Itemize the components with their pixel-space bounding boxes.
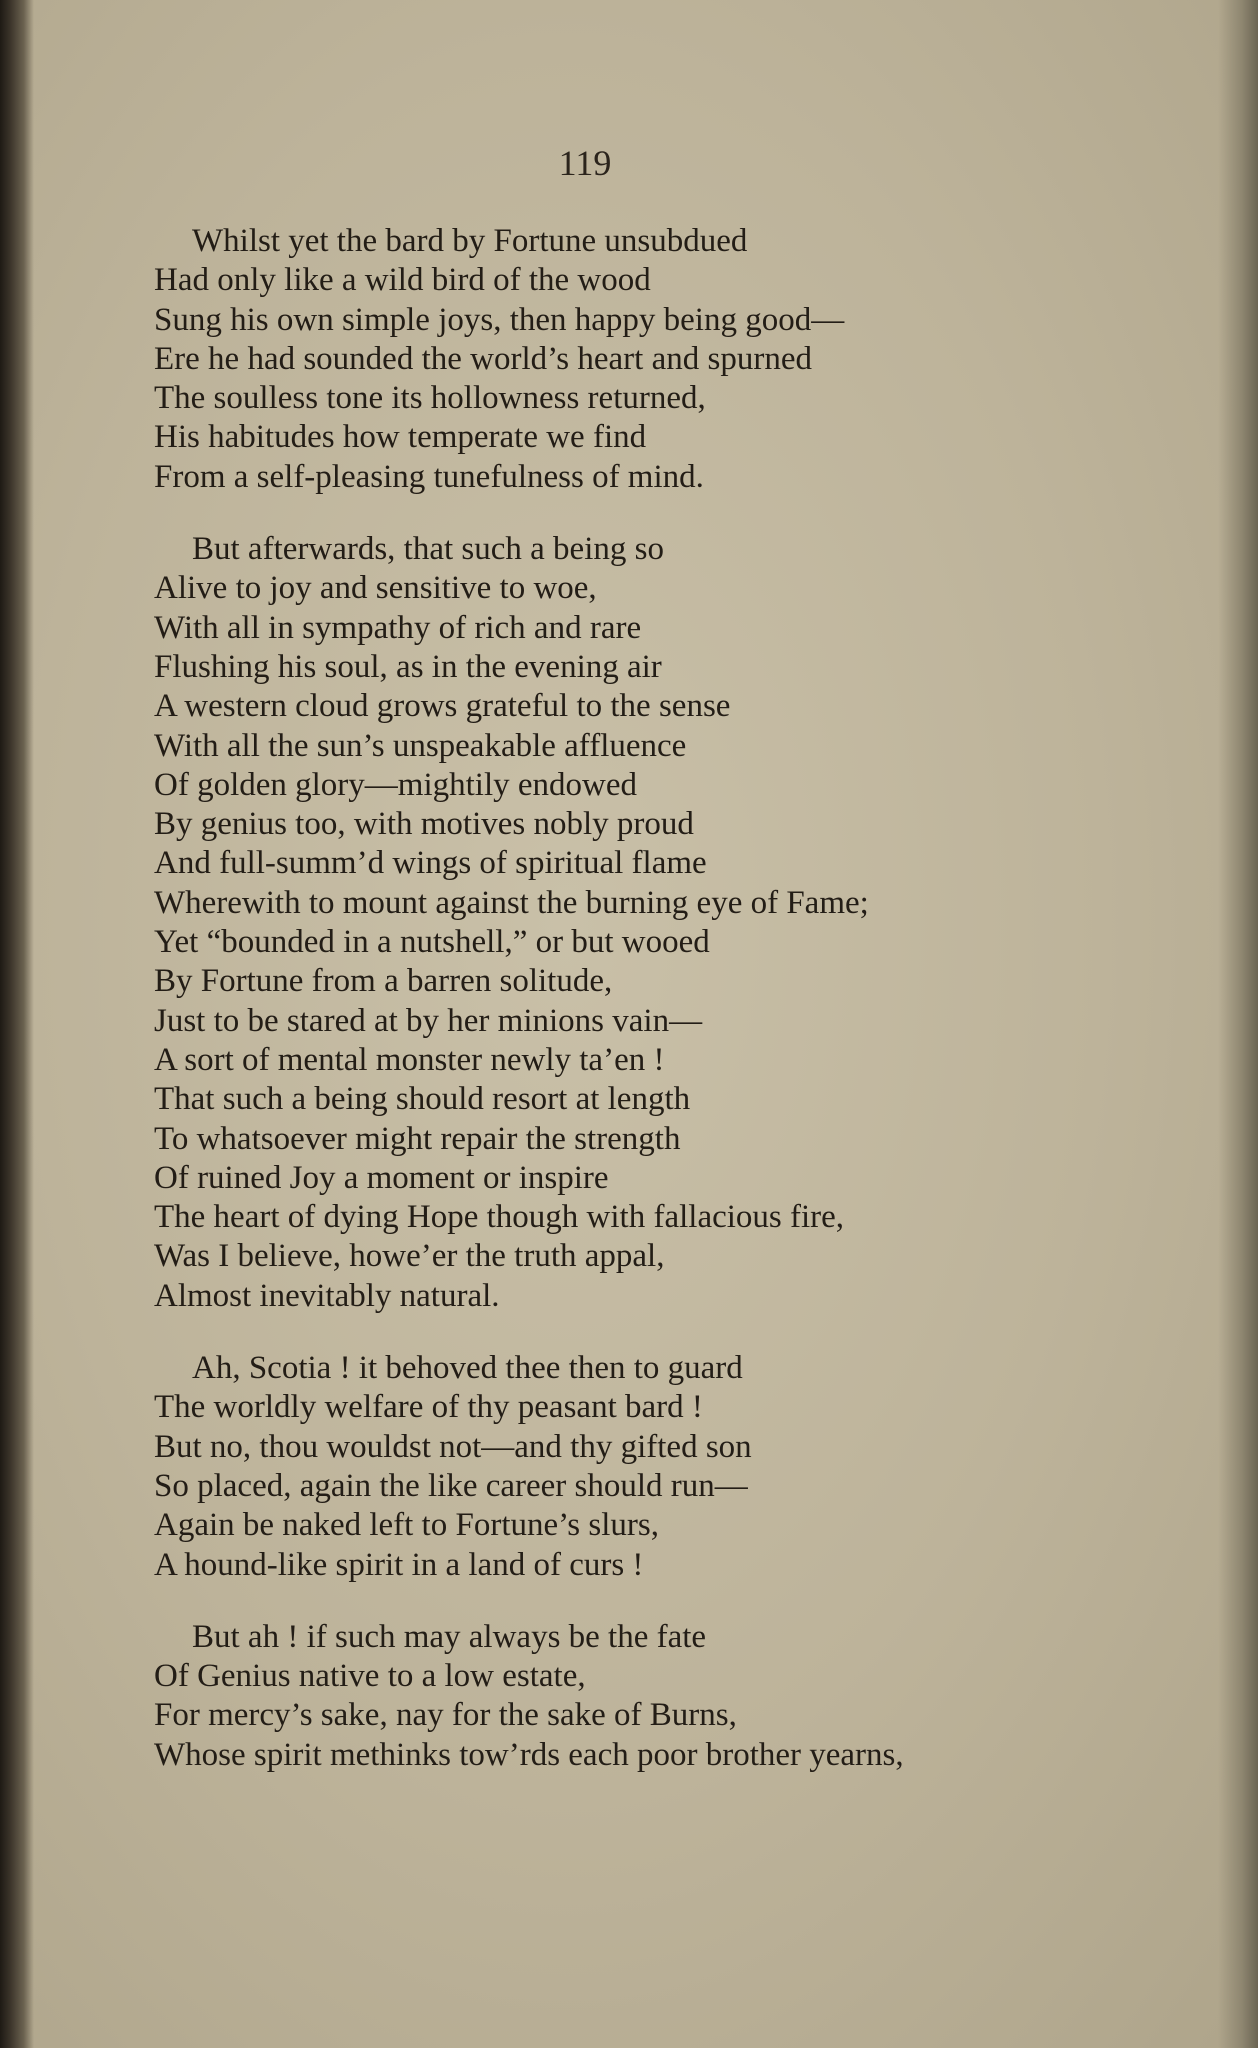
poem-line: Whose spirit methinks tow’rds each poor brother yearns, [154,1736,904,1773]
poem-line: For mercy’s sake, nay for the sake of Burns, [154,1697,737,1734]
poem-line: And full-summ’d wings of spiritual flame [154,845,707,882]
poem-line: By genius too, with motives nobly proud [154,806,694,843]
poem-line: With all in sympathy of rich and rare [154,609,642,646]
poem-line: Ah, Scotia ! it behoved thee then to guard [192,1350,743,1387]
poem-line: Had only like a wild bird of the wood [154,262,651,299]
stanza [154,1349,1154,1585]
poem-text [154,222,1154,1808]
poem-line: But afterwards, that such a being so [192,531,664,568]
poem-line: The worldly welfare of thy peasant bard ! [154,1389,703,1426]
stanza [154,222,1154,497]
poem-line: The soulless tone its hollowness returned, [154,380,706,417]
page-number: 119 [558,143,612,183]
poem-line: Of golden glory—mightily endowed [154,766,638,803]
poem-line: Of ruined Joy a moment or inspire [154,1159,609,1196]
poem-line: The heart of dying Hope though with fallacious fire, [154,1199,845,1236]
poem-line: A sort of mental monster newly ta’en ! [154,1041,665,1078]
poem-line: By Fortune from a barren solitude, [154,963,613,1000]
poem-line: Wherewith to mount against the burning eye of Fame; [154,884,869,921]
poem-line: His habitudes how temperate we find [154,419,647,456]
poem-line: But ah ! if such may always be the fate [192,1618,707,1655]
stanza [154,530,1154,1316]
poem-line: Of Genius native to a low estate, [154,1658,586,1695]
poem-line: Whilst yet the bard by Fortune unsubdued [192,223,748,259]
poem-line: But no, thou wouldst not—and thy gifted son [154,1428,752,1465]
poem-line: To whatsoever might repair the strength [154,1120,681,1157]
poem-line: Alive to joy and sensitive to woe, [154,570,597,607]
poem-line: Yet “bounded in a nutshell,” or but wooed [154,924,710,961]
poem-line: Again be naked left to Fortune’s slurs, [154,1507,659,1544]
poem-line: Flushing his soul, as in the evening air [154,648,662,685]
poem-line: A hound-like spirit in a land of curs ! [154,1546,644,1583]
spine-shadow [0,0,34,2048]
poem-line: That such a being should resort at length [154,1081,691,1118]
poem-line: So placed, again the like career should run— [154,1467,748,1504]
poem-line: Sung his own simple joys, then happy being good— [154,301,845,338]
poem-line: Almost inevitably natural. [154,1277,500,1314]
stanza [154,1618,1154,1775]
poem-line: From a self-pleasing tunefulness of mind. [154,458,704,495]
poem-line: Just to be stared at by her minions vain— [154,1002,703,1039]
page-edge [1218,0,1258,2048]
poem-line: With all the sun’s unspeakable affluence [154,727,687,764]
poem-line: Ere he had sounded the world’s heart and spurned [154,340,812,377]
poem-line: Was I believe, howe’er the truth appal, [154,1238,665,1275]
poem-line: A western cloud grows grateful to the sense [154,688,731,725]
